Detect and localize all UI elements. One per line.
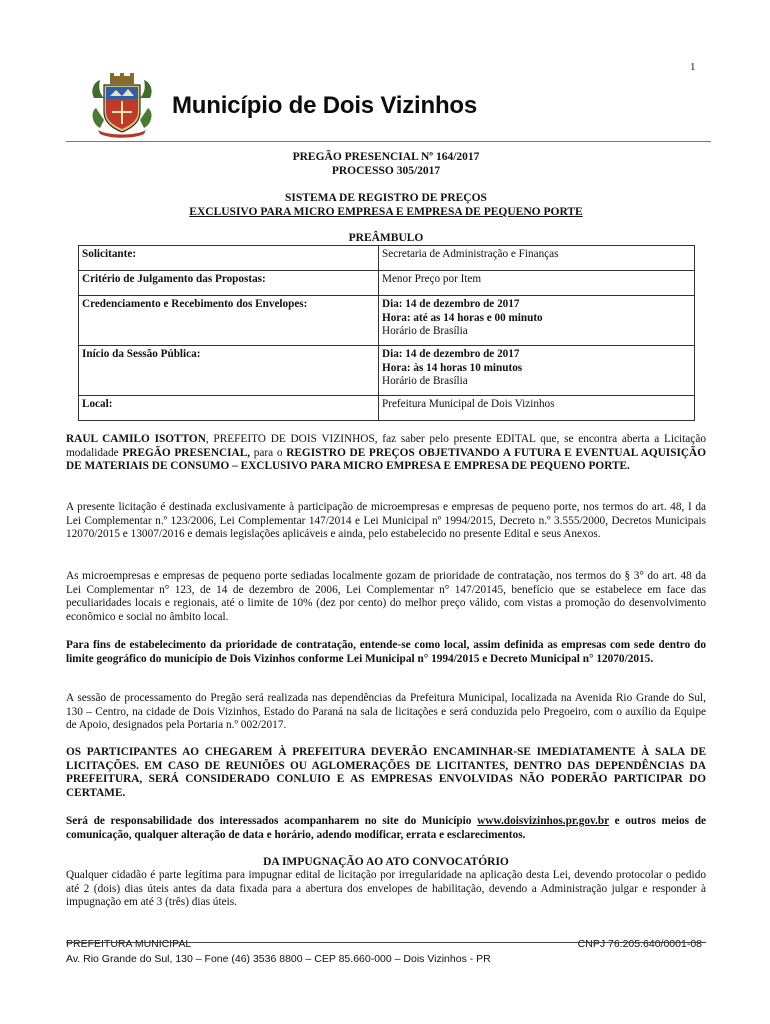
footer-cnpj: CNPJ 76.205.640/0001-08 (577, 938, 702, 950)
exclusivo-heading: EXCLUSIVO PARA MICRO EMPRESA E EMPRESA DE PEQUENO PORTE (189, 206, 583, 218)
footer-left: PREFEITURA MUNICIPAL (66, 938, 192, 950)
value-hour: Hora: até as 14 horas e 00 minuto (382, 311, 543, 324)
footer-divider (66, 942, 706, 943)
row-value (379, 296, 695, 346)
table-row (79, 396, 695, 421)
table-row (79, 296, 695, 346)
registro-precos-heading: SISTEMA DE REGISTRO DE PREÇOS (285, 192, 487, 204)
value-date: Dia: 14 de dezembro de 2017 (382, 348, 520, 360)
value-date: Dia: 14 de dezembro de 2017 (382, 298, 520, 310)
preambulo-table (78, 245, 695, 421)
footer-address: Av. Rio Grande do Sul, 130 – Fone (46) 3536 8800 – CEP 85.660-000 – Dois Vizinhos - PR (66, 953, 491, 965)
value-timezone: Horário de Brasília (382, 375, 468, 387)
table-row (79, 271, 695, 296)
object-description: REGISTRO DE PREÇOS OBJETIVANDO A FUTURA E EVENTUAL AQUISIÇÃO DE MATERIAIS DE CONSUMO – EXCLUSIVO PARA MICRO EMPRESA E EMPRESA DE PEQUENO PORTE. (66, 446, 706, 473)
intro-paragraph: RAUL CAMILO ISOTTON, PREFEITO DE DOIS VIZINHOS, faz saber pelo presente EDITAL que, se encontra aberta a Licitação modalidade PREGÃO PRESENCIAL, para o REGISTRO DE PREÇOS OBJETIVANDO A FUTURA E EVENTUAL AQUISIÇÃO DE MATERIAIS DE CONSUMO – EXCLUSIVO PARA MICRO EMPRESA E EMPRESA DE PEQUENO PORTE. (66, 433, 706, 473)
section-title-impugnacao: DA IMPUGNAÇÃO AO ATO CONVOCATÓRIO (263, 856, 509, 868)
value-hour: Hora: às 14 horas 10 minutos (382, 361, 523, 374)
mayor-name: RAUL CAMILO ISOTTON (66, 433, 206, 445)
page-number: 1 (690, 61, 696, 73)
municipality-website-link[interactable]: www.doisvizinhos.pr.gov.br (477, 815, 609, 827)
row-value (379, 346, 695, 396)
value-timezone: Horário de Brasília (382, 325, 468, 337)
table-row (79, 346, 695, 396)
modality: PREGÃO PRESENCIAL, (122, 446, 251, 459)
municipality-title: Município de Dois Vizinhos (172, 92, 478, 119)
paragraph-priority: As microempresas e empresas de pequeno porte sediadas localmente gozam de prioridade de contratação, nos termos do § 3° do art. 48 da Lei Complementar n° 123, de 14 de dezembro de 2006, Lei Complementar n° 147/20145, benefício que se estabelece em face das peculiaridades locais e regionais, até o limite de 10% (dez por cento) do melhor preço válido, com vistas a promoção do desenvolvimento econômico e social no âmbito local. (66, 570, 706, 623)
row-label: Credenciamento e Recebimento dos Envelopes: (79, 296, 379, 346)
pregao-number: PREGÃO PRESENCIAL Nº 164/2017 (292, 151, 480, 163)
paragraph-warning: OS PARTICIPANTES AO CHEGAREM À PREFEITURA DEVERÃO ENCAMINHAR-SE IMEDIATAMENTE À SALA DE LICITAÇÕES. EM CASO DE REUNIÕES OU AGLOMERAÇÕES DE LICITANTES, DENTRO DAS DEPENDÊNCIAS DA PREFEITURA, SERÁ CONSIDERADO CONLUIO E AS EMPRESAS ENVOLVIDAS NÃO PODERÃO PARTICIPAR DO CERTAME. (66, 746, 706, 799)
paragraph-local-definition: Para fins de estabelecimento da prioridade de contratação, entende-se como local, assim definida as empresas com sede dentro do limite geográfico do município de Dois Vizinhos conforme Lei Municipal n° 1994/2015 e Decreto Municipal n° 12070/2015. (66, 639, 706, 665)
paragraph-eligibility: A presente licitação é destinada exclusivamente à participação de microempresas e empresas de pequeno porte, nos termos do art. 48, I da Lei Complementar n.º 123/2006, Lei Complementar 147/2014 e Lei Municipal nº 1994/2015, Decreto n.º 3.555/2000, Decretos Municipais 12070/2015 e 13007/2016 e demais legislações aplicáveis e ainda, pelo estabelecido no presente Edital e seus Anexos. (66, 501, 706, 541)
coat-of-arms-logo (88, 72, 156, 138)
paragraph-impugnacao: Qualquer cidadão é parte legítima para impugnar edital de licitação por irregularidade na aplicação desta Lei, devendo protocolar o pedido até 2 (dois) dias úteis antes da data fixada para a abertura dos envelopes de habilitação, devendo a Administração julgar e responder à impugnação em até 3 (três) dias úteis. (66, 869, 706, 909)
row-value: Secretaria de Administração e Finanças (379, 246, 695, 271)
paragraph-website-notice: Será de responsabilidade dos interessados acompanharem no site do Município www.doisvizinhos.pr.gov.br e outros meios de comunicação, qualquer alteração de data e horário, adendo modificar, errata e esclarecimentos. (66, 815, 707, 841)
header-divider (66, 141, 711, 142)
row-value: Prefeitura Municipal de Dois Vizinhos (379, 396, 695, 421)
row-label: Início da Sessão Pública: (79, 346, 379, 396)
footer-line (66, 938, 706, 950)
preambulo-heading: PREÂMBULO (348, 232, 424, 244)
paragraph-session: A sessão de processamento do Pregão será realizada nas dependências da Prefeitura Municipal, localizada na Avenida Rio Grande do Sul, 130 – Centro, na cidade de Dois Vizinhos, Estado do Paraná na sala de licitações e será conduzida pelo Pregoeiro, com o auxílio da Equipe de Apoio, designados pela Portaria n.º 002/2017. (66, 692, 706, 732)
row-label: Solicitante: (79, 246, 379, 271)
table-row (79, 246, 695, 271)
processo-number: PROCESSO 305/2017 (331, 165, 441, 177)
row-value: Menor Preço por Item (379, 271, 695, 296)
row-label: Local: (79, 396, 379, 421)
row-label: Critério de Julgamento das Propostas: (79, 271, 379, 296)
